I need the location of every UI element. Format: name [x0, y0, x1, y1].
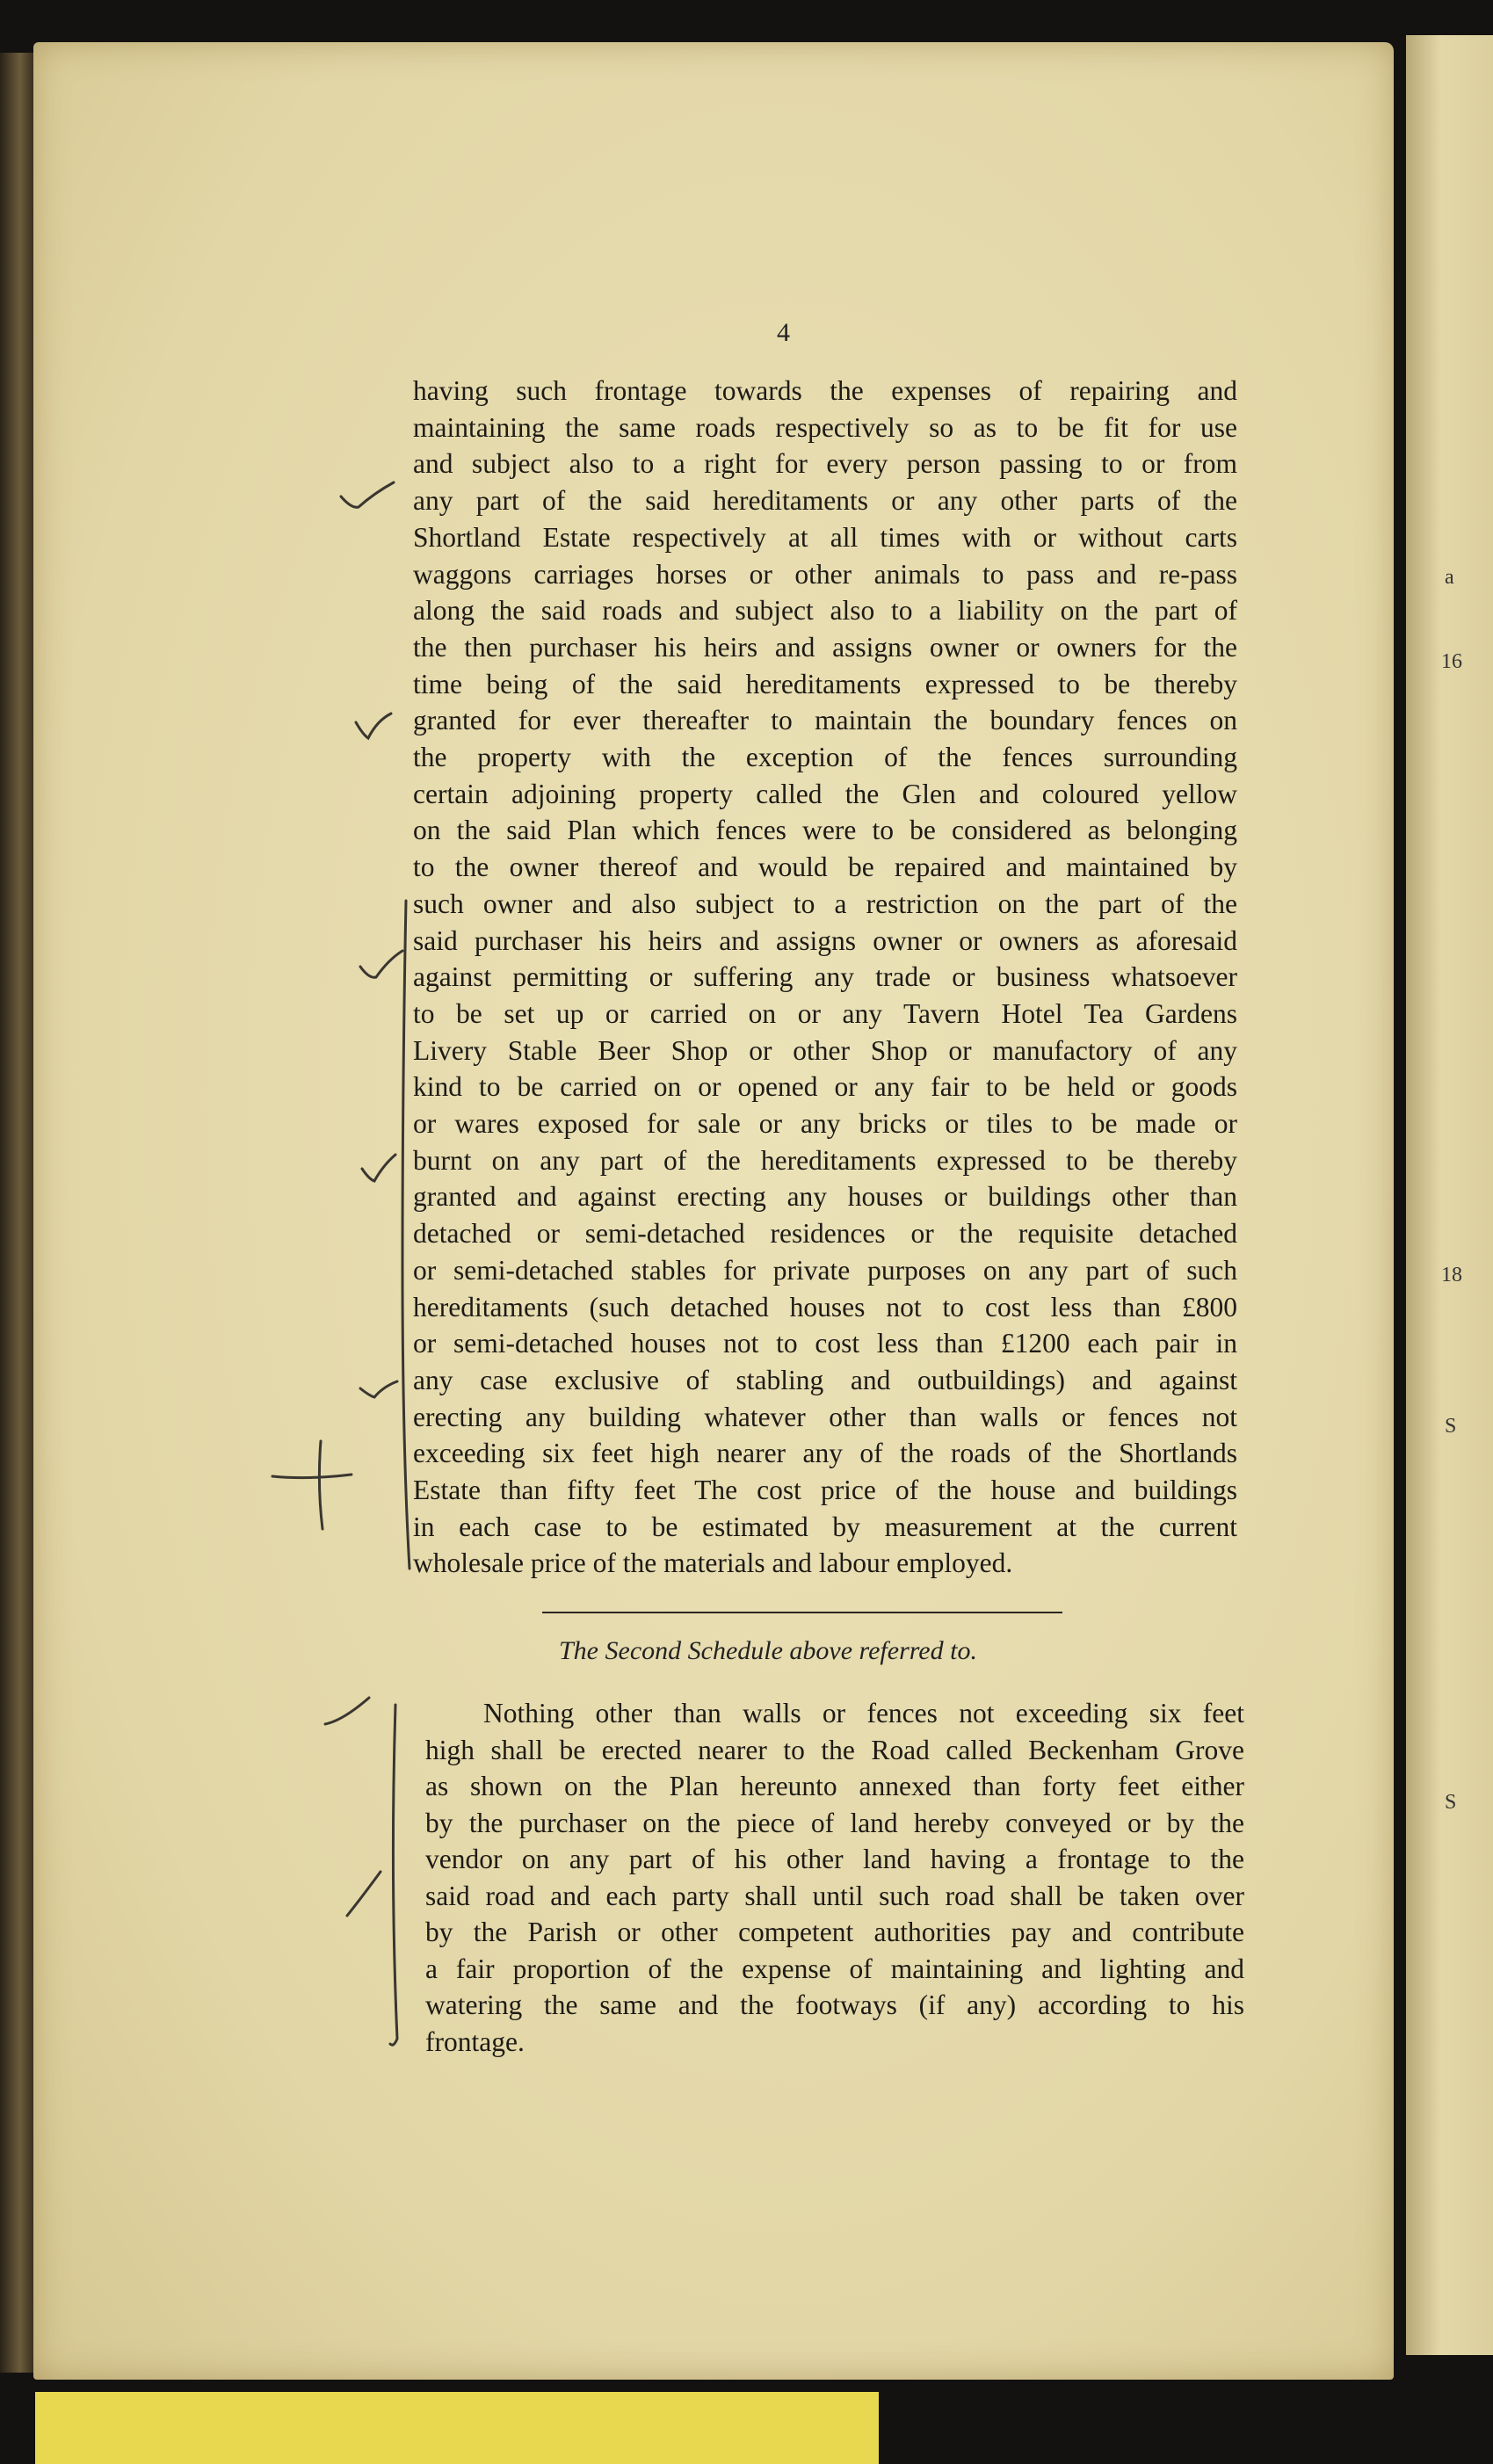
text-line: erecting any building whatever other than walls or fences not — [413, 1401, 1237, 1432]
checkmark-icon — [325, 1698, 369, 1724]
adjacent-fragment: S — [1445, 1415, 1457, 1438]
text-line: wholesale price of the materials and labour employed. — [413, 1547, 1013, 1579]
text-line: burnt on any part of the hereditaments expressed to be thereby — [413, 1144, 1237, 1176]
text-line: vendor on any part of his other land having a frontage to the — [425, 1844, 1244, 1874]
text-line: exceeding six feet high nearer any of the roads of the Shortlands — [413, 1438, 1237, 1469]
text-line: in each case to be estimated by measurement at the current — [413, 1511, 1237, 1542]
text-line: certain adjoining property called the Glen and coloured yellow — [413, 778, 1237, 809]
text-line: frontage. — [425, 2026, 525, 2057]
text-line: any case exclusive of stabling and outbuildings) and against — [413, 1364, 1237, 1395]
text-line: granted for ever thereafter to maintain the boundary fences on — [413, 705, 1237, 736]
text-line: hereditaments (such detached houses not to cost less than £800 — [413, 1291, 1237, 1323]
text-line: as shown on the Plan hereunto annexed than forty feet either — [425, 1771, 1244, 1801]
text-line: the then purchaser his heirs and assigns owner or owners for the — [413, 631, 1237, 663]
margin-bracket — [402, 901, 409, 1569]
text-line: high shall be erected nearer to the Road called Beckenham Grove — [425, 1734, 1244, 1765]
checkmark-icon — [341, 482, 394, 507]
text-line: or semi-detached houses not to cost less than £1200 each pair in — [413, 1328, 1237, 1359]
text-line: said purchaser his heirs and assigns owner or owners as aforesaid — [413, 924, 1237, 956]
text-line: by the purchaser on the piece of land hereby conveyed or by the — [425, 1807, 1244, 1838]
adjacent-fragment: S — [1445, 1791, 1457, 1814]
text-line: Livery Stable Beer Shop or other Shop or manufactory of any — [413, 1034, 1237, 1066]
text-line: or wares exposed for sale or any bricks or tiles to be made or — [413, 1108, 1237, 1139]
text-line: or semi-detached stables for private purposes on any part of such — [413, 1254, 1237, 1286]
text-line: against permitting or suffering any trade or business whatsoever — [413, 961, 1237, 993]
page-number: 4 — [777, 318, 790, 347]
text-line: watering the same and the footways (if any) according to his — [425, 1989, 1244, 2020]
text-line: maintaining the same roads respectively so as to be fit for use — [413, 411, 1237, 443]
cross-mark-icon — [272, 1441, 352, 1529]
text-line: detached or semi-detached residences or the requisite detached — [413, 1218, 1237, 1250]
text-line: Nothing other than walls or fences not exceeding six feet — [483, 1698, 1244, 1728]
text-line: and subject also to a right for every person passing to or from — [413, 448, 1237, 480]
text-line: to the owner thereof and would be repaired and maintained by — [413, 852, 1237, 883]
text-line: on the said Plan which fences were to be considered as belonging — [413, 815, 1237, 846]
text-line: the property with the exception of the fences surrounding — [413, 742, 1237, 772]
margin-bracket — [390, 1705, 397, 2045]
text-line: having such frontage towards the expenses of repairing and — [413, 375, 1237, 406]
text-line: to be set up or carried on or any Tavern Hotel Tea Gardens — [413, 997, 1237, 1029]
adjacent-fragment: 18 — [1441, 1264, 1462, 1286]
second-schedule-title: The Second Schedule above referred to. — [559, 1636, 977, 1665]
checkmark-icon — [356, 714, 391, 738]
adjacent-fragment: a — [1445, 566, 1454, 589]
text-line: Shortland Estate respectively at all times with or without carts — [413, 521, 1237, 553]
text-line: kind to be carried on or opened or any fair to be held or goods — [413, 1071, 1237, 1103]
text-line: by the Parish or other competent authorities pay and contribute — [425, 1917, 1244, 1947]
text-line: said road and each party shall until such road shall be taken over — [425, 1880, 1244, 1911]
adjacent-fragment: 16 — [1441, 650, 1462, 673]
text-line: granted and against erecting any houses or buildings other than — [413, 1181, 1237, 1213]
checkmark-icon — [360, 1381, 397, 1397]
text-line: Estate than fifty feet The cost price of the house and buildings — [413, 1475, 1237, 1505]
text-line: a fair proportion of the expense of maintaining and lighting and — [425, 1953, 1244, 1984]
text-line: time being of the said hereditaments expressed to be thereby — [413, 668, 1237, 699]
checkmark-icon — [360, 951, 402, 977]
checkmark-icon — [362, 1155, 395, 1181]
text-line: along the said roads and subject also to a liability on the part of — [413, 595, 1237, 627]
text-line: such owner and also subject to a restriction on the part of the — [413, 888, 1237, 919]
checkmark-icon — [347, 1872, 380, 1916]
text-line: waggons carriages horses or other animals to pass and re-pass — [413, 558, 1237, 590]
text-line: any part of the said hereditaments or any other parts of the — [413, 485, 1237, 517]
